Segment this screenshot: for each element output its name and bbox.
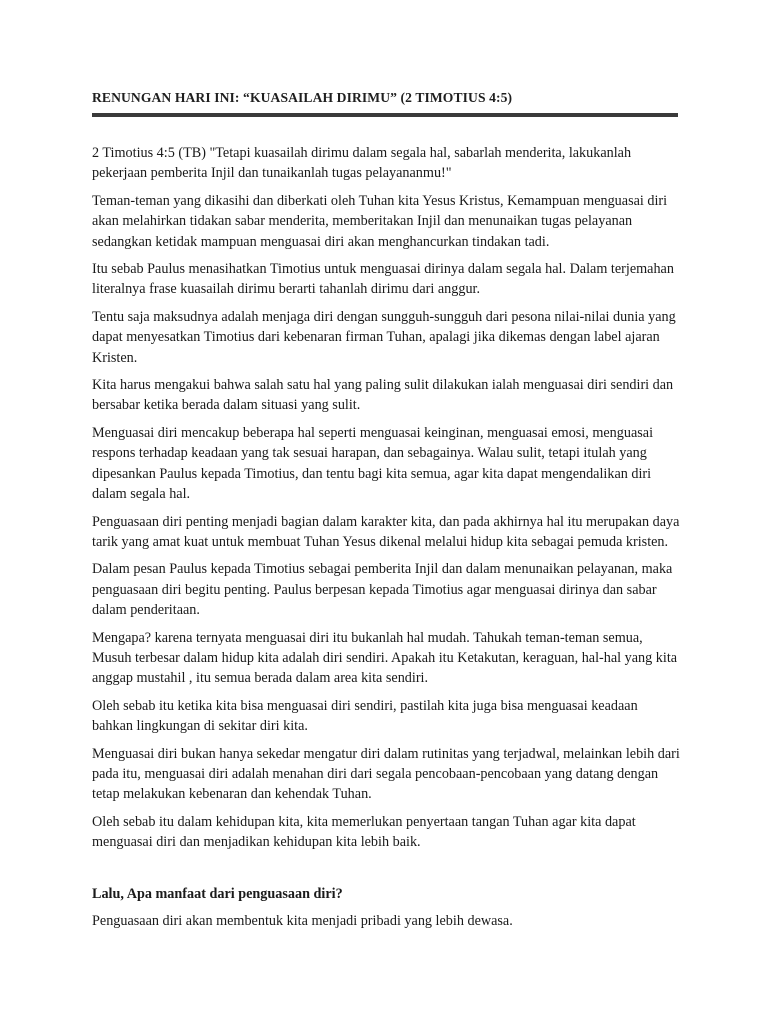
paragraph: Menguasai diri bukan hanya sekedar mengatur diri dalam rutinitas yang terjadwal, melainkan lebih dari pada itu, menguasai diri adalah menahan diri dari segala pencobaan-pencobaan yang datang dengan tetap melakukan kebenaran dan kehendak Tuhan. xyxy=(92,745,680,803)
paragraph: Mengapa? karena ternyata menguasai diri itu bukanlah hal mudah. Tahukah teman-teman semua, Musuh terbesar dalam hidup kita adalah diri sendiri. Apakah itu Ketakutan, keraguan, hal-hal yang kita anggap mustahil , itu semua berada dalam area kita sendiri. xyxy=(92,629,678,687)
paragraph-scripture: 2 Timotius 4:5 (TB) "Tetapi kuasailah dirimu dalam segala hal, sabarlah menderita, lakukanlah pekerjaan pemberita Injil dan tunaikanlah tugas pelayananmu!" xyxy=(92,145,632,182)
paragraph: Penguasaan diri akan membentuk kita menjadi pribadi yang lebih dewasa. xyxy=(92,913,513,929)
paragraph: Penguasaan diri penting menjadi bagian dalam karakter kita, dan pada akhirnya hal itu merupakan daya tarik yang amat kuat untuk membuat Tuhan Yesus dikenal melalui hidup kita sebagai pemuda kristen. xyxy=(92,513,680,550)
paragraph: Teman-teman yang dikasihi dan diberkati oleh Tuhan kita Yesus Kristus, Kemampuan menguasai diri akan melahirkan tidakan sabar menderita, memberitakan Injil dan menunaikan tugas pelayanan sedangkan ketidak mampuan menguasai diri akan menghancurkan tindakan tadi. xyxy=(92,192,668,250)
paragraph: Menguasai diri mencakup beberapa hal seperti menguasai keinginan, menguasai emosi, menguasai respons terhadap keadaan yang tak sesuai harapan, dan sebagainya. Walau sulit, tetapi itulah yang dipesankan Paulus kepada Timotius, dan tentu bagi kita semua, agar kita dapat mengendalikan diri dalam segala hal. xyxy=(92,424,654,503)
page-title: RENUNGAN HARI INI: “KUASAILAH DIRIMU” (2 TIMOTIUS 4:5) xyxy=(92,90,513,105)
section-heading: Lalu, Apa manfaat dari penguasaan diri? xyxy=(92,885,343,902)
paragraph: Oleh sebab itu ketika kita bisa menguasai diri sendiri, pastilah kita juga bisa menguasai keadaan bahkan lingkungan di sekitar diri kita. xyxy=(92,697,638,735)
document-page xyxy=(92,88,682,938)
paragraph: Kita harus mengakui bahwa salah satu hal yang paling sulit dilakukan ialah menguasai diri sendiri dan bersabar ketika berada dalam situasi yang sulit. xyxy=(92,377,674,414)
paragraph: Dalam pesan Paulus kepada Timotius sebagai pemberita Injil dan dalam menunaikan pelayanan, maka penguasaan diri begitu penting. Paulus berpesan kepada Timotius agar menguasai dirinya dan sabar dalam penderitaan. xyxy=(92,561,673,619)
title-divider xyxy=(92,113,678,117)
paragraph: Itu sebab Paulus menasihatkan Timotius untuk menguasai dirinya dalam segala hal. Dalam terjemahan literalnya frase kuasailah dirimu berarti tahanlah dirimu dari anggur. xyxy=(92,261,674,298)
paragraph: Oleh sebab itu dalam kehidupan kita, kita memerlukan penyertaan tangan Tuhan agar kita dapat menguasai diri dan menjadikan kehidupan kita lebih baik. xyxy=(92,813,636,851)
paragraph: Tentu saja maksudnya adalah menjaga diri dengan sungguh-sungguh dari pesona nilai-nilai dunia yang dapat menyesatkan Timotius dari kebenaran firman Tuhan, apalagi jika dikemas dengan label ajaran Kristen. xyxy=(92,308,676,366)
document-body xyxy=(92,143,682,931)
